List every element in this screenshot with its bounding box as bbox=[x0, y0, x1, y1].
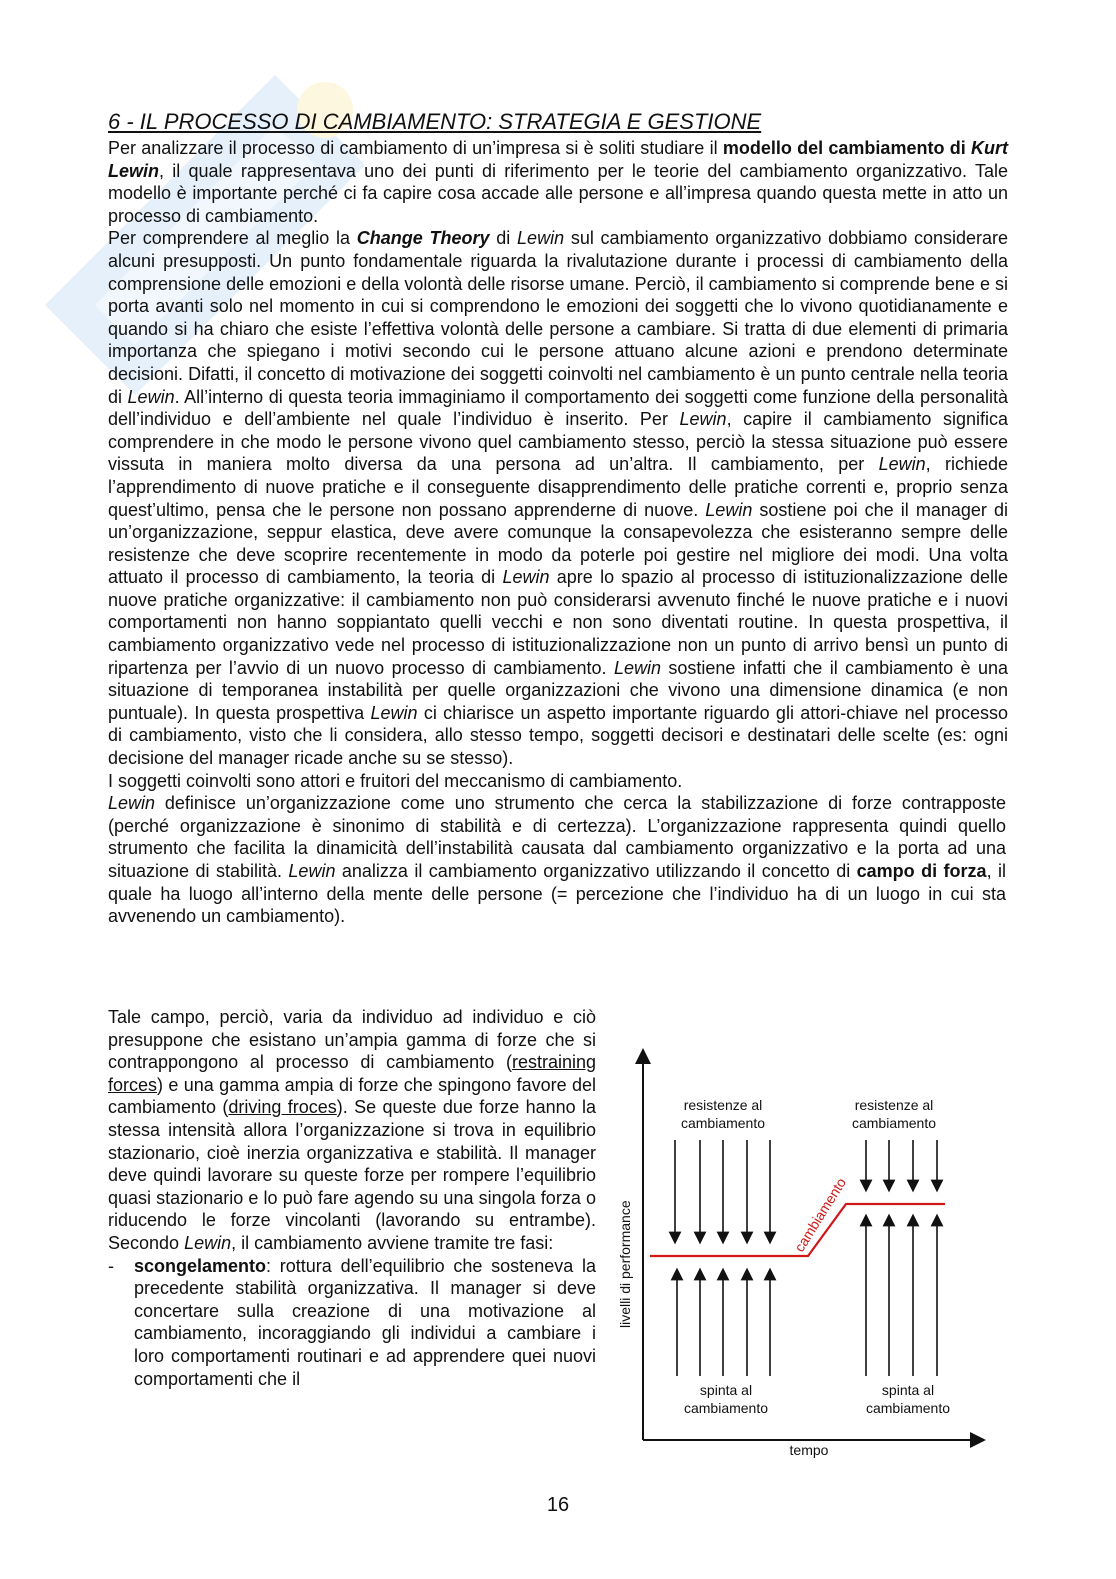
label-resistance-left: resistenze al bbox=[683, 1097, 763, 1113]
paragraph-actors: I soggetti coinvolti sono attori e fruitori del meccanismo di cambiamento. bbox=[108, 770, 683, 791]
paragraph-lewin-intro: Per analizzare il processo di cambiamento di un’impresa si è soliti studiare il modello del cambiamento di Kurt Lewin, il quale rappresentava uno dei punti di riferimento per le teorie del cambiamento organizzativo. Tale modello è importante perché ci fa capire cosa accade alle persone e all’impresa quando questa mette in atto un processo di cambiamento. bbox=[108, 138, 1008, 226]
label-resistance-right: resistenze al bbox=[854, 1097, 934, 1113]
force-field-svg bbox=[610, 1048, 1000, 1468]
paragraph-force-field-intro: Lewin definisce un’organizzazione come uno strumento che cerca la stabilizzazione di forze contrapposte (perché organizzazione è sinonimo di stabilità e di certezza). L’organizzazione rappresenta quindi quello strumento che facilita la dinamicità dell’instabilità causata dal cambiamento organizzativo e la porta ad una situazione di stabilità. Lewin analizza il cambiamento organizzativo utilizzando il concetto di campo di forza, il quale ha luogo all’interno della mente delle persone (= percezione che l’individuo ha di un luogo in cui sta avvenendo un cambiamento). bbox=[108, 793, 1006, 927]
document-page bbox=[108, 108, 1009, 927]
driving-arrows-right bbox=[866, 1220, 937, 1376]
driving-arrows-left bbox=[677, 1274, 770, 1376]
resistance-arrows-right bbox=[866, 1140, 937, 1186]
y-axis-label: livelli di performance bbox=[617, 1200, 633, 1328]
label-push-left: spinta al bbox=[699, 1382, 753, 1398]
label-resistance-left-2: cambiamento bbox=[680, 1115, 766, 1131]
paragraph-change-theory: Per comprendere al meglio la Change Theory di Lewin sul cambiamento organizzativo dobbiamo considerare alcuni presupposti. Un punto fondamentale riguarda la rivalutazione durante i processi di cambiamento della comprensione delle emozioni e della volontà delle risorse umane. Perciò, il cambiamento si comprende bene e si porta avanti solo nel momento in cui si comprendono le emozioni dei soggetti che lo vivono quotidianamente e quando si ha chiaro che esiste l’effettiva volontà delle persone a cambiare. Si tratta di due elementi di primaria importanza che spiegano i motivi secondo cui le persone attuano alcune azioni e prendono determinate decisioni. Difatti, il concetto di motivazione dei soggetti coinvolti nel cambiamento è un punto centrale nella teoria di Lewin. All’interno di questa teoria immaginiamo il comportamento dei soggetti come funzione della personalità dell’individuo e dell’ambiente nel quale l’individuo è inserito. Per Lewin, capire il cambiamento significa comprendere in che modo le persone vivono quel cambiamento stesso, perciò la stessa situazione può essere vissuta in maniera molto diversa da una persona ad un’altra. Il cambiamento, per Lewin, richiede l’apprendimento di nuove pratiche e il conseguente disapprendimento delle pratiche correnti e, proprio senza quest’ultimo, pensa che le persone non possano apprenderne di nuove. Lewin sostiene poi che il manager di un’organizzazione, seppur elastica, deve avere comunque la consapevolezza che esisteranno sempre delle resistenze che deve scoprire recentemente in modo da poterle poi gestire nel migliore dei modi. Una volta attuato il processo di cambiamento, la teoria di Lewin apre lo spazio al processo di istituzionalizzazione delle nuove pratiche organizzative: il cambiamento non può considerarsi avvenuto finché le nuove pratiche e i nuovi comportamenti non hanno soppiantato quelli vecchi e non sono diventati routine. In questa prospettiva, il cambiamento organizzativo vede nel processo di istituzionalizzazione non un punto di arrivo bensì un punto di ripartenza per l’avvio di un nuovo processo di cambiamento. Lewin sostiene infatti che il cambiamento è una situazione di temporanea instabilità per quelle organizzazioni che vivono una dimensione dinamica (e non puntuale). In questa prospettiva Lewin ci chiarisce un aspetto importante riguardo gli attori-chiave nel processo di cambiamento, visto che li considera, allo stesso tempo, soggetti decisori e destinatari delle scelte (es: ogni decisione del manager ricade anche su se stesso). bbox=[108, 228, 1009, 769]
label-push-right-2: cambiamento bbox=[865, 1400, 951, 1416]
wrapped-text-column bbox=[108, 1006, 596, 1390]
page-number: 16 bbox=[546, 1494, 570, 1516]
bullet-item-scongelamento: - scongelamento: rottura dell’equilibrio che sosteneva la precedente stabilità organizzativa. Il manager si deve concertare sulla creazione di una motivazione al cambiamento, incoraggiando gli individui a cambiare i loro comportamenti routinari e ad apprendere quei nuovi comportamenti che il bbox=[108, 1255, 596, 1389]
label-push-right: spinta al bbox=[881, 1382, 935, 1398]
x-axis-label: tempo bbox=[789, 1442, 829, 1458]
lewin-force-field-diagram bbox=[610, 1048, 1000, 1468]
section-title: 6 - IL PROCESSO DI CAMBIAMENTO: STRATEGIA E GESTIONE bbox=[108, 109, 762, 134]
label-transition: cambiamento bbox=[790, 1174, 850, 1255]
paragraph-force-field-continued: Tale campo, perciò, varia da individuo ad individuo e ciò presuppone che esistano un’ampia gamma di forze che si contrappongono al processo di cambiamento (restraining forces) e una gamma ampia di forze che spingono favore del cambiamento (driving froces). Se queste due forze hanno la stessa intensità allora l’organizzazione si trova in equilibrio stazionario, cioè inerzia organizzativa e stabilità. Il manager deve quindi lavorare su queste forze per rompere l’equilibrio quasi stazionario e lo può fare agendo su una singola forza o riducendo le forze vincolanti (lavorando su entrambe). Secondo Lewin, il cambiamento avviene tramite tre fasi: bbox=[108, 1007, 596, 1253]
resistance-arrows-left bbox=[675, 1140, 770, 1238]
label-push-left-2: cambiamento bbox=[683, 1400, 769, 1416]
label-resistance-right-2: cambiamento bbox=[851, 1115, 937, 1131]
